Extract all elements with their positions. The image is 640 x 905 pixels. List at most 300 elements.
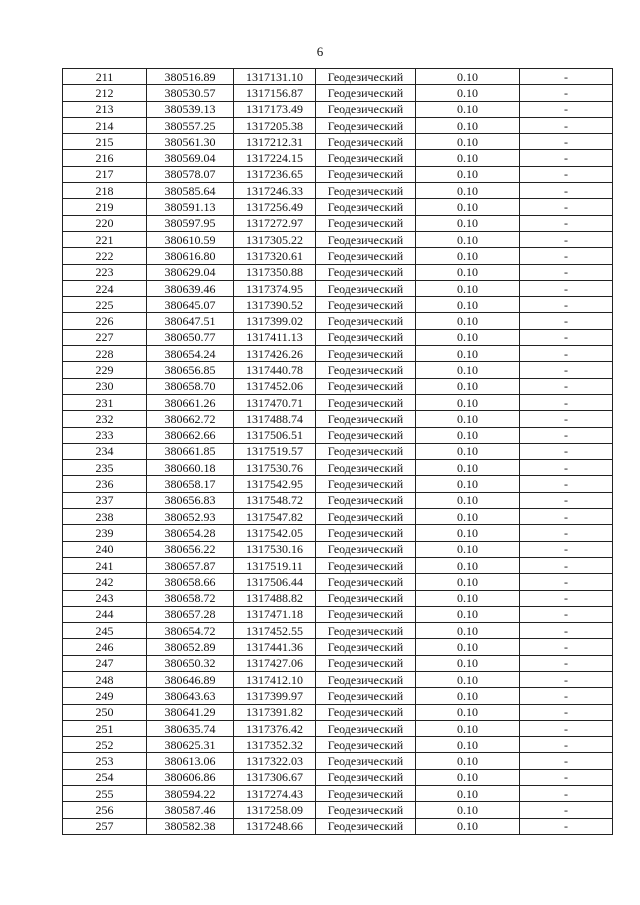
accuracy-cell: 0.10 <box>416 655 520 671</box>
y-coordinate-cell: 1317519.11 <box>234 557 316 573</box>
point-number-cell: 211 <box>63 69 147 85</box>
table-row <box>63 509 613 525</box>
x-coordinate-cell: 380661.85 <box>147 443 234 459</box>
table-row <box>63 215 613 231</box>
point-number-cell: 251 <box>63 720 147 736</box>
table-row <box>63 183 613 199</box>
point-number-cell: 212 <box>63 85 147 101</box>
accuracy-cell: 0.10 <box>416 134 520 150</box>
method-cell: Геодезический <box>316 623 416 639</box>
table-row <box>63 769 613 785</box>
method-cell: Геодезический <box>316 427 416 443</box>
method-cell: Геодезический <box>316 69 416 85</box>
point-number-cell: 241 <box>63 557 147 573</box>
table-row <box>63 427 613 443</box>
method-cell: Геодезический <box>316 818 416 834</box>
x-coordinate-cell: 380654.72 <box>147 623 234 639</box>
method-cell: Геодезический <box>316 215 416 231</box>
table-row <box>63 394 613 410</box>
accuracy-cell: 0.10 <box>416 688 520 704</box>
accuracy-cell: 0.10 <box>416 460 520 476</box>
y-coordinate-cell: 1317352.32 <box>234 737 316 753</box>
y-coordinate-cell: 1317411.13 <box>234 329 316 345</box>
y-coordinate-cell: 1317547.82 <box>234 509 316 525</box>
point-number-cell: 225 <box>63 297 147 313</box>
method-cell: Геодезический <box>316 280 416 296</box>
table-row <box>63 443 613 459</box>
x-coordinate-cell: 380647.51 <box>147 313 234 329</box>
point-number-cell: 215 <box>63 134 147 150</box>
note-cell: - <box>520 378 613 394</box>
coordinates-table <box>62 68 613 835</box>
table-row <box>63 737 613 753</box>
note-cell: - <box>520 313 613 329</box>
y-coordinate-cell: 1317376.42 <box>234 720 316 736</box>
x-coordinate-cell: 380656.85 <box>147 362 234 378</box>
point-number-cell: 230 <box>63 378 147 394</box>
method-cell: Геодезический <box>316 671 416 687</box>
note-cell: - <box>520 606 613 622</box>
table-row <box>63 231 613 247</box>
x-coordinate-cell: 380652.93 <box>147 509 234 525</box>
x-coordinate-cell: 380662.72 <box>147 411 234 427</box>
y-coordinate-cell: 1317173.49 <box>234 101 316 117</box>
accuracy-cell: 0.10 <box>416 85 520 101</box>
table-row <box>63 671 613 687</box>
table-row <box>63 329 613 345</box>
table-row <box>63 606 613 622</box>
accuracy-cell: 0.10 <box>416 704 520 720</box>
accuracy-cell: 0.10 <box>416 297 520 313</box>
accuracy-cell: 0.10 <box>416 280 520 296</box>
y-coordinate-cell: 1317256.49 <box>234 199 316 215</box>
y-coordinate-cell: 1317542.05 <box>234 525 316 541</box>
x-coordinate-cell: 380587.46 <box>147 802 234 818</box>
note-cell: - <box>520 443 613 459</box>
x-coordinate-cell: 380658.72 <box>147 590 234 606</box>
accuracy-cell: 0.10 <box>416 671 520 687</box>
accuracy-cell: 0.10 <box>416 623 520 639</box>
method-cell: Геодезический <box>316 769 416 785</box>
note-cell: - <box>520 280 613 296</box>
point-number-cell: 229 <box>63 362 147 378</box>
table-row <box>63 492 613 508</box>
note-cell: - <box>520 525 613 541</box>
point-number-cell: 216 <box>63 150 147 166</box>
accuracy-cell: 0.10 <box>416 590 520 606</box>
point-number-cell: 242 <box>63 574 147 590</box>
table-row <box>63 199 613 215</box>
y-coordinate-cell: 1317452.06 <box>234 378 316 394</box>
point-number-cell: 235 <box>63 460 147 476</box>
table-row <box>63 476 613 492</box>
note-cell: - <box>520 101 613 117</box>
note-cell: - <box>520 737 613 753</box>
method-cell: Геодезический <box>316 655 416 671</box>
y-coordinate-cell: 1317390.52 <box>234 297 316 313</box>
y-coordinate-cell: 1317506.44 <box>234 574 316 590</box>
note-cell: - <box>520 688 613 704</box>
x-coordinate-cell: 380629.04 <box>147 264 234 280</box>
x-coordinate-cell: 380658.17 <box>147 476 234 492</box>
point-number-cell: 254 <box>63 769 147 785</box>
note-cell: - <box>520 802 613 818</box>
note-cell: - <box>520 639 613 655</box>
point-number-cell: 245 <box>63 623 147 639</box>
method-cell: Геодезический <box>316 720 416 736</box>
accuracy-cell: 0.10 <box>416 394 520 410</box>
x-coordinate-cell: 380662.66 <box>147 427 234 443</box>
note-cell: - <box>520 704 613 720</box>
x-coordinate-cell: 380516.89 <box>147 69 234 85</box>
method-cell: Геодезический <box>316 590 416 606</box>
accuracy-cell: 0.10 <box>416 215 520 231</box>
x-coordinate-cell: 380643.63 <box>147 688 234 704</box>
table-row <box>63 166 613 182</box>
point-number-cell: 213 <box>63 101 147 117</box>
note-cell: - <box>520 476 613 492</box>
note-cell: - <box>520 248 613 264</box>
table-row <box>63 264 613 280</box>
accuracy-cell: 0.10 <box>416 720 520 736</box>
accuracy-cell: 0.10 <box>416 199 520 215</box>
y-coordinate-cell: 1317470.71 <box>234 394 316 410</box>
table-row <box>63 460 613 476</box>
y-coordinate-cell: 1317350.88 <box>234 264 316 280</box>
note-cell: - <box>520 590 613 606</box>
note-cell: - <box>520 215 613 231</box>
y-coordinate-cell: 1317488.82 <box>234 590 316 606</box>
method-cell: Геодезический <box>316 704 416 720</box>
x-coordinate-cell: 380650.77 <box>147 329 234 345</box>
method-cell: Геодезический <box>316 786 416 802</box>
method-cell: Геодезический <box>316 492 416 508</box>
point-number-cell: 218 <box>63 183 147 199</box>
method-cell: Геодезический <box>316 199 416 215</box>
accuracy-cell: 0.10 <box>416 818 520 834</box>
note-cell: - <box>520 411 613 427</box>
note-cell: - <box>520 183 613 199</box>
accuracy-cell: 0.10 <box>416 492 520 508</box>
x-coordinate-cell: 380561.30 <box>147 134 234 150</box>
point-number-cell: 231 <box>63 394 147 410</box>
x-coordinate-cell: 380646.89 <box>147 671 234 687</box>
x-coordinate-cell: 380635.74 <box>147 720 234 736</box>
accuracy-cell: 0.10 <box>416 248 520 264</box>
y-coordinate-cell: 1317412.10 <box>234 671 316 687</box>
note-cell: - <box>520 166 613 182</box>
accuracy-cell: 0.10 <box>416 574 520 590</box>
note-cell: - <box>520 574 613 590</box>
accuracy-cell: 0.10 <box>416 443 520 459</box>
table-row <box>63 117 613 133</box>
accuracy-cell: 0.10 <box>416 639 520 655</box>
x-coordinate-cell: 380539.13 <box>147 101 234 117</box>
method-cell: Геодезический <box>316 231 416 247</box>
y-coordinate-cell: 1317399.02 <box>234 313 316 329</box>
method-cell: Геодезический <box>316 443 416 459</box>
table-row <box>63 248 613 264</box>
x-coordinate-cell: 380641.29 <box>147 704 234 720</box>
y-coordinate-cell: 1317205.38 <box>234 117 316 133</box>
note-cell: - <box>520 69 613 85</box>
accuracy-cell: 0.10 <box>416 231 520 247</box>
table-row <box>63 655 613 671</box>
point-number-cell: 223 <box>63 264 147 280</box>
method-cell: Геодезический <box>316 557 416 573</box>
x-coordinate-cell: 380660.18 <box>147 460 234 476</box>
point-number-cell: 221 <box>63 231 147 247</box>
y-coordinate-cell: 1317542.95 <box>234 476 316 492</box>
x-coordinate-cell: 380582.38 <box>147 818 234 834</box>
note-cell: - <box>520 655 613 671</box>
point-number-cell: 226 <box>63 313 147 329</box>
y-coordinate-cell: 1317306.67 <box>234 769 316 785</box>
table-row <box>63 639 613 655</box>
y-coordinate-cell: 1317530.16 <box>234 541 316 557</box>
method-cell: Геодезический <box>316 166 416 182</box>
x-coordinate-cell: 380530.57 <box>147 85 234 101</box>
method-cell: Геодезический <box>316 606 416 622</box>
y-coordinate-cell: 1317426.26 <box>234 346 316 362</box>
accuracy-cell: 0.10 <box>416 802 520 818</box>
point-number-cell: 222 <box>63 248 147 264</box>
table-row <box>63 786 613 802</box>
method-cell: Геодезический <box>316 411 416 427</box>
x-coordinate-cell: 380650.32 <box>147 655 234 671</box>
method-cell: Геодезический <box>316 574 416 590</box>
x-coordinate-cell: 380597.95 <box>147 215 234 231</box>
point-number-cell: 249 <box>63 688 147 704</box>
accuracy-cell: 0.10 <box>416 183 520 199</box>
accuracy-cell: 0.10 <box>416 769 520 785</box>
point-number-cell: 214 <box>63 117 147 133</box>
point-number-cell: 233 <box>63 427 147 443</box>
method-cell: Геодезический <box>316 802 416 818</box>
y-coordinate-cell: 1317224.15 <box>234 150 316 166</box>
table-row <box>63 134 613 150</box>
point-number-cell: 246 <box>63 639 147 655</box>
point-number-cell: 253 <box>63 753 147 769</box>
table-row <box>63 150 613 166</box>
y-coordinate-cell: 1317248.66 <box>234 818 316 834</box>
point-number-cell: 238 <box>63 509 147 525</box>
table-row <box>63 85 613 101</box>
table-row <box>63 101 613 117</box>
y-coordinate-cell: 1317305.22 <box>234 231 316 247</box>
point-number-cell: 217 <box>63 166 147 182</box>
point-number-cell: 234 <box>63 443 147 459</box>
y-coordinate-cell: 1317322.03 <box>234 753 316 769</box>
y-coordinate-cell: 1317506.51 <box>234 427 316 443</box>
note-cell: - <box>520 427 613 443</box>
point-number-cell: 224 <box>63 280 147 296</box>
x-coordinate-cell: 380658.70 <box>147 378 234 394</box>
table-row <box>63 720 613 736</box>
accuracy-cell: 0.10 <box>416 753 520 769</box>
note-cell: - <box>520 231 613 247</box>
method-cell: Геодезический <box>316 85 416 101</box>
method-cell: Геодезический <box>316 117 416 133</box>
table-row <box>63 802 613 818</box>
y-coordinate-cell: 1317440.78 <box>234 362 316 378</box>
table-row <box>63 69 613 85</box>
note-cell: - <box>520 150 613 166</box>
method-cell: Геодезический <box>316 346 416 362</box>
point-number-cell: 250 <box>63 704 147 720</box>
x-coordinate-cell: 380652.89 <box>147 639 234 655</box>
table-row <box>63 411 613 427</box>
point-number-cell: 239 <box>63 525 147 541</box>
y-coordinate-cell: 1317212.31 <box>234 134 316 150</box>
y-coordinate-cell: 1317246.33 <box>234 183 316 199</box>
point-number-cell: 232 <box>63 411 147 427</box>
point-number-cell: 248 <box>63 671 147 687</box>
coordinates-table-body <box>63 69 613 835</box>
method-cell: Геодезический <box>316 313 416 329</box>
table-row <box>63 313 613 329</box>
y-coordinate-cell: 1317427.06 <box>234 655 316 671</box>
point-number-cell: 243 <box>63 590 147 606</box>
accuracy-cell: 0.10 <box>416 313 520 329</box>
point-number-cell: 227 <box>63 329 147 345</box>
point-number-cell: 252 <box>63 737 147 753</box>
y-coordinate-cell: 1317272.97 <box>234 215 316 231</box>
table-row <box>63 280 613 296</box>
x-coordinate-cell: 380661.26 <box>147 394 234 410</box>
note-cell: - <box>520 509 613 525</box>
method-cell: Геодезический <box>316 101 416 117</box>
y-coordinate-cell: 1317374.95 <box>234 280 316 296</box>
point-number-cell: 244 <box>63 606 147 622</box>
accuracy-cell: 0.10 <box>416 557 520 573</box>
note-cell: - <box>520 671 613 687</box>
method-cell: Геодезический <box>316 688 416 704</box>
note-cell: - <box>520 541 613 557</box>
accuracy-cell: 0.10 <box>416 525 520 541</box>
point-number-cell: 247 <box>63 655 147 671</box>
accuracy-cell: 0.10 <box>416 737 520 753</box>
y-coordinate-cell: 1317391.82 <box>234 704 316 720</box>
point-number-cell: 228 <box>63 346 147 362</box>
note-cell: - <box>520 818 613 834</box>
table-row <box>63 297 613 313</box>
x-coordinate-cell: 380656.22 <box>147 541 234 557</box>
note-cell: - <box>520 362 613 378</box>
note-cell: - <box>520 769 613 785</box>
note-cell: - <box>520 557 613 573</box>
point-number-cell: 255 <box>63 786 147 802</box>
y-coordinate-cell: 1317488.74 <box>234 411 316 427</box>
note-cell: - <box>520 394 613 410</box>
method-cell: Геодезический <box>316 541 416 557</box>
x-coordinate-cell: 380657.87 <box>147 557 234 573</box>
accuracy-cell: 0.10 <box>416 411 520 427</box>
method-cell: Геодезический <box>316 134 416 150</box>
table-row <box>63 574 613 590</box>
method-cell: Геодезический <box>316 264 416 280</box>
y-coordinate-cell: 1317258.09 <box>234 802 316 818</box>
method-cell: Геодезический <box>316 737 416 753</box>
accuracy-cell: 0.10 <box>416 329 520 345</box>
x-coordinate-cell: 380578.07 <box>147 166 234 182</box>
note-cell: - <box>520 720 613 736</box>
point-number-cell: 220 <box>63 215 147 231</box>
y-coordinate-cell: 1317320.61 <box>234 248 316 264</box>
table-row <box>63 753 613 769</box>
method-cell: Геодезический <box>316 525 416 541</box>
page-number: 6 <box>316 44 324 59</box>
accuracy-cell: 0.10 <box>416 69 520 85</box>
y-coordinate-cell: 1317519.57 <box>234 443 316 459</box>
y-coordinate-cell: 1317548.72 <box>234 492 316 508</box>
note-cell: - <box>520 134 613 150</box>
y-coordinate-cell: 1317452.55 <box>234 623 316 639</box>
x-coordinate-cell: 380591.13 <box>147 199 234 215</box>
x-coordinate-cell: 380639.46 <box>147 280 234 296</box>
y-coordinate-cell: 1317236.65 <box>234 166 316 182</box>
point-number-cell: 256 <box>63 802 147 818</box>
method-cell: Геодезический <box>316 639 416 655</box>
accuracy-cell: 0.10 <box>416 150 520 166</box>
x-coordinate-cell: 380616.80 <box>147 248 234 264</box>
note-cell: - <box>520 623 613 639</box>
note-cell: - <box>520 786 613 802</box>
y-coordinate-cell: 1317131.10 <box>234 69 316 85</box>
accuracy-cell: 0.10 <box>416 476 520 492</box>
x-coordinate-cell: 380656.83 <box>147 492 234 508</box>
x-coordinate-cell: 380613.06 <box>147 753 234 769</box>
accuracy-cell: 0.10 <box>416 166 520 182</box>
note-cell: - <box>520 753 613 769</box>
x-coordinate-cell: 380610.59 <box>147 231 234 247</box>
y-coordinate-cell: 1317399.97 <box>234 688 316 704</box>
method-cell: Геодезический <box>316 297 416 313</box>
accuracy-cell: 0.10 <box>416 786 520 802</box>
table-row <box>63 362 613 378</box>
note-cell: - <box>520 85 613 101</box>
table-row <box>63 378 613 394</box>
table-row <box>63 541 613 557</box>
table-row <box>63 623 613 639</box>
accuracy-cell: 0.10 <box>416 117 520 133</box>
accuracy-cell: 0.10 <box>416 509 520 525</box>
y-coordinate-cell: 1317156.87 <box>234 85 316 101</box>
x-coordinate-cell: 380657.28 <box>147 606 234 622</box>
note-cell: - <box>520 492 613 508</box>
method-cell: Геодезический <box>316 476 416 492</box>
method-cell: Геодезический <box>316 248 416 264</box>
accuracy-cell: 0.10 <box>416 427 520 443</box>
note-cell: - <box>520 460 613 476</box>
y-coordinate-cell: 1317274.43 <box>234 786 316 802</box>
point-number-cell: 257 <box>63 818 147 834</box>
note-cell: - <box>520 199 613 215</box>
x-coordinate-cell: 380654.28 <box>147 525 234 541</box>
note-cell: - <box>520 297 613 313</box>
note-cell: - <box>520 117 613 133</box>
point-number-cell: 237 <box>63 492 147 508</box>
note-cell: - <box>520 329 613 345</box>
accuracy-cell: 0.10 <box>416 541 520 557</box>
y-coordinate-cell: 1317471.18 <box>234 606 316 622</box>
x-coordinate-cell: 380585.64 <box>147 183 234 199</box>
method-cell: Геодезический <box>316 378 416 394</box>
x-coordinate-cell: 380625.31 <box>147 737 234 753</box>
x-coordinate-cell: 380654.24 <box>147 346 234 362</box>
method-cell: Геодезический <box>316 753 416 769</box>
table-row <box>63 704 613 720</box>
